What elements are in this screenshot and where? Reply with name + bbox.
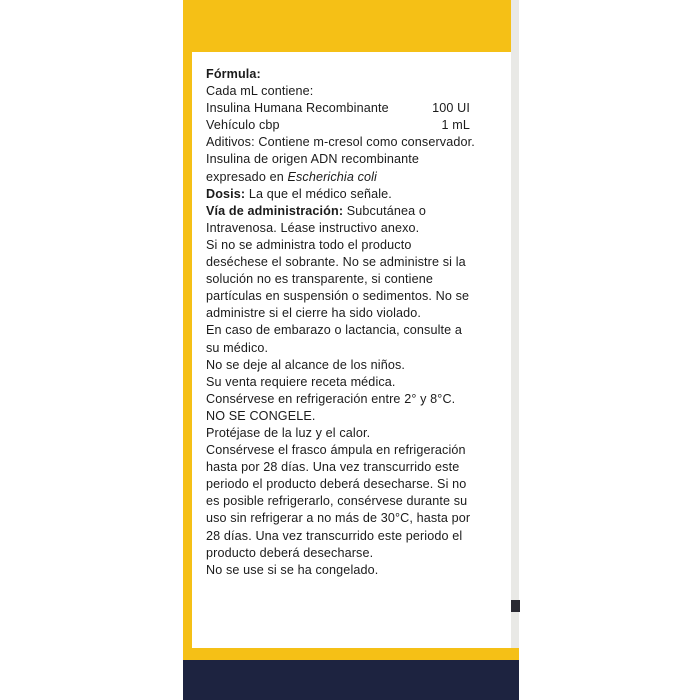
warning-line: periodo el producto deberá desecharse. Si no [206, 477, 467, 492]
dose-text: La que el médico señale. [245, 186, 392, 201]
package-text [206, 66, 502, 579]
left-yellow-stripe [183, 0, 192, 700]
additives-line: Aditivos: Contiene m-cresol como conservador. [206, 135, 475, 150]
warning-line: uso sin refrigerar a no más de 30°C, hasta por [206, 511, 471, 526]
warning-line: producto deberá desecharse. [206, 545, 374, 560]
warning-line: Consérvese en refrigeración entre 2° y 8°C. [206, 391, 456, 406]
ingredient-amount: 100 UI [432, 101, 470, 116]
bottom-navy-band [183, 660, 519, 700]
ingredient-name: Insulina Humana Recombinante [206, 101, 389, 116]
warning-line: 28 días. Una vez transcurrido este periodo el [206, 528, 463, 543]
warning-line: deséchese el sobrante. No se administre si la [206, 255, 466, 270]
warning-line: Si no se administra todo el producto [206, 237, 412, 252]
warning-line: No se use si se ha congelado. [206, 562, 379, 577]
warning-line: solución no es transparente, si contiene [206, 272, 433, 287]
route-label: Vía de administración: [206, 203, 344, 218]
warning-line: NO SE CONGELE. [206, 408, 316, 423]
organism-name: Escherichia coli [287, 169, 377, 184]
warning-line: es posible refrigerarlo, consérvese durante su [206, 494, 468, 509]
ingredient-row [206, 117, 502, 134]
contains-label: Cada mL contiene: [206, 84, 314, 99]
origin-line-2 [206, 169, 502, 186]
formula-heading: Fórmula: [206, 67, 261, 81]
route-line [206, 203, 502, 220]
warning-line: Su venta requiere receta médica. [206, 374, 396, 389]
ingredient-row [206, 100, 502, 117]
warning-line: En caso de embarazo o lactancia, consulte a [206, 323, 463, 338]
dose-label: Dosis: [206, 186, 246, 201]
route-line-2: Intravenosa. Léase instructivo anexo. [206, 220, 420, 235]
warning-line: Protéjase de la luz y el calor. [206, 425, 371, 440]
warning-line: partículas en suspensión o sedimentos. No se [206, 289, 470, 304]
right-box-edge [511, 0, 519, 700]
information-panel [192, 52, 511, 648]
ingredient-amount: 1 mL [441, 118, 470, 133]
warning-line: No se deje al alcance de los niños. [206, 357, 406, 372]
warning-line: Consérvese el frasco ámpula en refrigeración [206, 443, 466, 458]
warning-line: administre si el cierre ha sido violado. [206, 306, 422, 321]
dose-line [206, 186, 502, 203]
origin-prefix: expresado en [206, 169, 288, 184]
ingredient-name: Vehículo cbp [206, 118, 280, 133]
route-text: Subcutánea o [343, 203, 427, 218]
warning-line: hasta por 28 días. Una vez transcurrido este [206, 460, 460, 475]
top-yellow-band [183, 0, 519, 52]
warning-line: su médico. [206, 340, 269, 355]
origin-line-1: Insulina de origen ADN recombinante [206, 152, 420, 167]
